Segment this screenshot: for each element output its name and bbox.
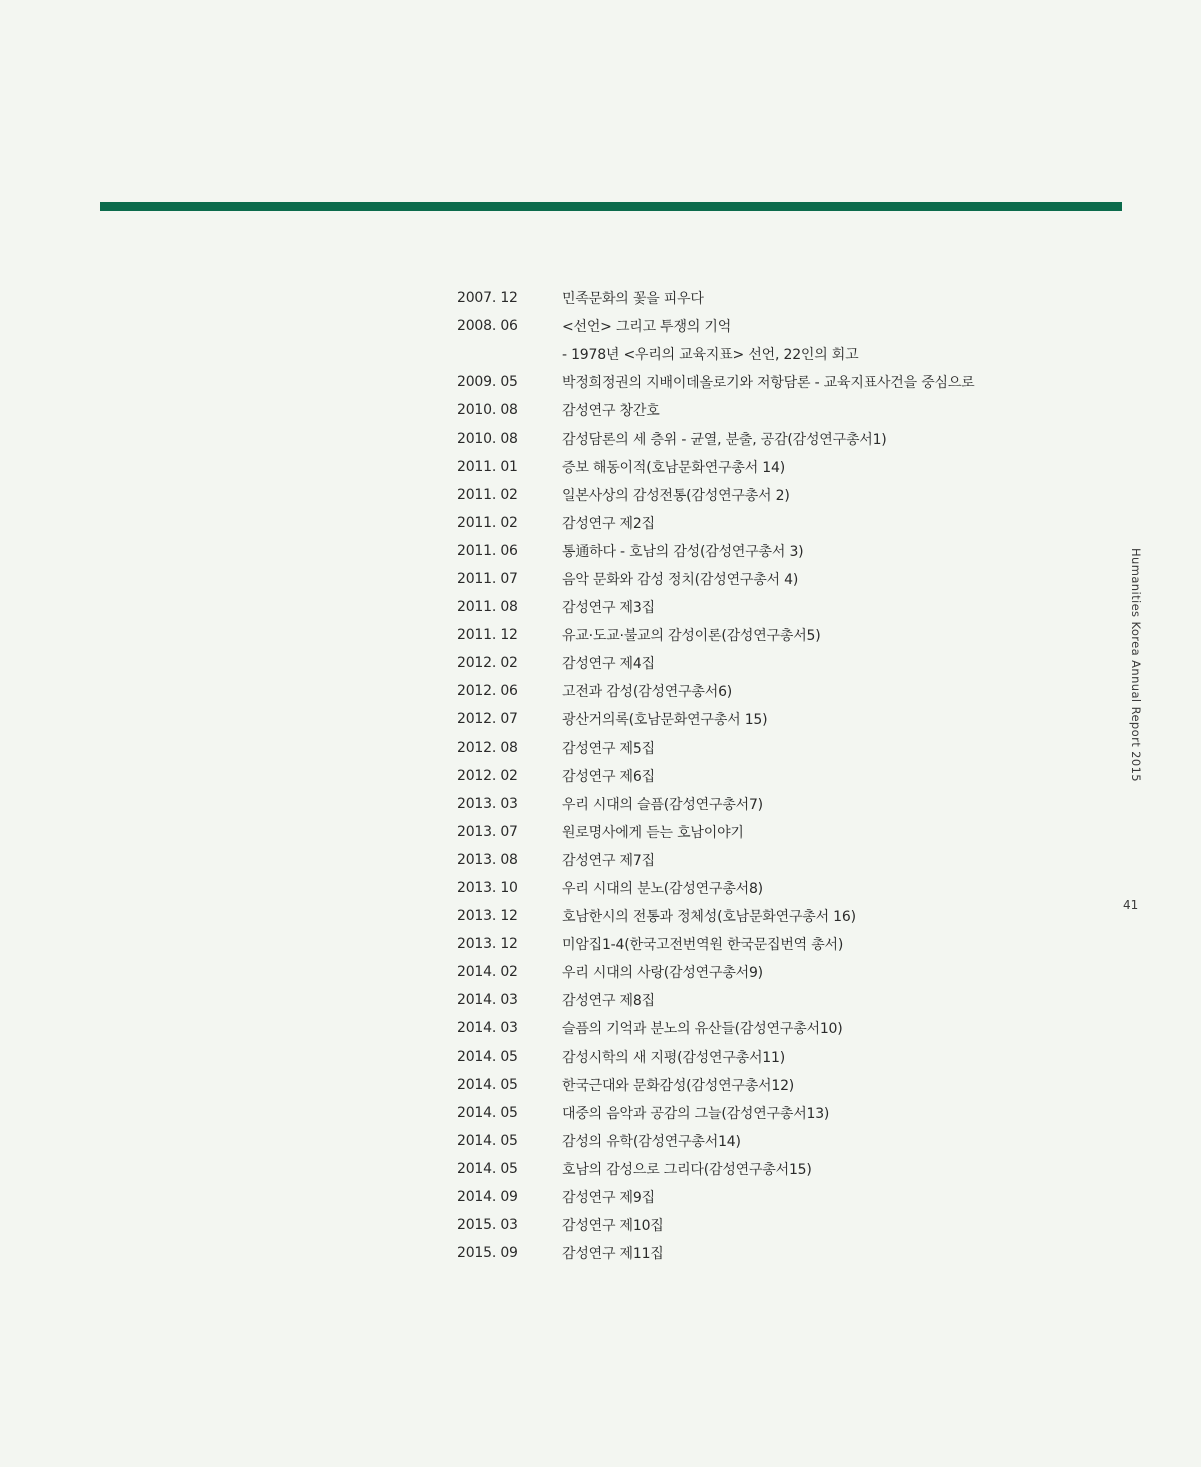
publication-title: 한국근대와 문화감성(감성연구총서12) — [562, 1077, 795, 1094]
page-number: 41 — [1123, 898, 1139, 912]
publication-row — [457, 312, 1077, 340]
publication-row — [457, 705, 1077, 733]
publication-row — [457, 1211, 1077, 1239]
publication-row — [457, 734, 1077, 762]
publication-title: 음악 문화와 감성 정치(감성연구총서 4) — [562, 571, 799, 588]
publication-date: 2013. 12 — [457, 936, 518, 953]
publication-date: 2013. 12 — [457, 908, 518, 925]
publication-date: 2012. 07 — [457, 711, 518, 728]
publication-title: 감성연구 창간호 — [562, 403, 660, 420]
publication-date: 2013. 07 — [457, 823, 518, 840]
publication-title: 미암집1-4(한국고전번역원 한국문집번역 총서) — [562, 937, 844, 954]
publication-date: 2014. 05 — [457, 1160, 518, 1177]
publication-title: 감성연구 제11집 — [562, 1246, 664, 1263]
publication-date: 2014. 05 — [457, 1076, 518, 1093]
publication-title: 원로명사에게 듣는 호남이야기 — [562, 824, 744, 841]
publication-title: 감성연구 제5집 — [562, 740, 655, 757]
publication-date: 2010. 08 — [457, 430, 518, 447]
publication-date: 2012. 08 — [457, 739, 518, 756]
publication-title: 호남한시의 전통과 정체성(호남문화연구총서 16) — [562, 909, 856, 926]
publication-row — [457, 1155, 1077, 1183]
publication-date: 2012. 06 — [457, 683, 518, 700]
publication-row — [457, 1043, 1077, 1071]
publication-date: 2011. 02 — [457, 514, 518, 531]
publication-list — [457, 284, 1077, 1267]
publication-row — [457, 509, 1077, 537]
report-caption: Humanities Korea Annual Report 2015 — [1129, 548, 1143, 783]
publication-row — [457, 874, 1077, 902]
publication-row — [457, 537, 1077, 565]
publication-title: 민족문화의 꽃을 피우다 — [562, 291, 704, 308]
publication-date: 2014. 05 — [457, 1048, 518, 1065]
publication-date: 2010. 08 — [457, 402, 518, 419]
publication-date: 2011. 08 — [457, 599, 518, 616]
publication-date: 2014. 05 — [457, 1132, 518, 1149]
publication-row — [457, 762, 1077, 790]
publication-title: 일본사상의 감성전통(감성연구총서 2) — [562, 487, 790, 504]
publication-date: 2009. 05 — [457, 374, 518, 391]
publication-title: 통通하다 - 호남의 감성(감성연구총서 3) — [562, 543, 804, 560]
publication-date: 2007. 12 — [457, 290, 518, 307]
publication-row — [457, 340, 1077, 368]
publication-row — [457, 677, 1077, 705]
publication-row — [457, 621, 1077, 649]
publication-title: 감성담론의 세 층위 - 균열, 분출, 공감(감성연구총서1) — [562, 431, 887, 448]
publication-title: 우리 시대의 슬픔(감성연구총서7) — [562, 796, 763, 813]
publication-date: 2015. 03 — [457, 1217, 518, 1234]
publication-title: 감성연구 제9집 — [562, 1190, 655, 1207]
publication-title: 감성연구 제4집 — [562, 656, 655, 673]
publication-title: 광산거의록(호남문화연구총서 15) — [562, 712, 768, 729]
publication-date: 2011. 01 — [457, 458, 518, 475]
publication-row — [457, 818, 1077, 846]
publication-row — [457, 930, 1077, 958]
publication-title: 고전과 감성(감성연구총서6) — [562, 684, 733, 701]
publication-row — [457, 1099, 1077, 1127]
publication-row — [457, 649, 1077, 677]
publication-row — [457, 565, 1077, 593]
publication-row — [457, 453, 1077, 481]
publication-row — [457, 1014, 1077, 1042]
publication-row — [457, 593, 1077, 621]
publication-row — [457, 958, 1077, 986]
top-accent-rule — [100, 202, 1122, 211]
publication-title: 우리 시대의 사랑(감성연구총서9) — [562, 965, 763, 982]
publication-row — [457, 846, 1077, 874]
publication-title: 감성연구 제8집 — [562, 993, 655, 1010]
publication-date: 2014. 03 — [457, 1020, 518, 1037]
publication-date: 2011. 12 — [457, 627, 518, 644]
publication-date: 2012. 02 — [457, 655, 518, 672]
publication-title: 감성연구 제3집 — [562, 600, 655, 617]
publication-date: 2013. 08 — [457, 851, 518, 868]
publication-title: 유교·도교·불교의 감성이론(감성연구총서5) — [562, 628, 821, 645]
publication-date: 2013. 10 — [457, 880, 518, 897]
publication-date: 2013. 03 — [457, 795, 518, 812]
publication-title: 감성연구 제10집 — [562, 1218, 664, 1235]
publication-row — [457, 1127, 1077, 1155]
publication-title: 증보 해동이적(호남문화연구총서 14) — [562, 459, 785, 476]
publication-row — [457, 396, 1077, 424]
publication-title: 박정희정권의 지배이데올로기와 저항담론 - 교육지표사건을 중심으로 — [562, 375, 975, 392]
publication-title: 대중의 음악과 공감의 그늘(감성연구총서13) — [562, 1105, 830, 1122]
publication-row — [457, 1071, 1077, 1099]
publication-title: 우리 시대의 분노(감성연구총서8) — [562, 881, 763, 898]
publication-date: 2011. 07 — [457, 570, 518, 587]
publication-title: 감성연구 제2집 — [562, 515, 655, 532]
publication-title: 감성연구 제7집 — [562, 852, 655, 869]
publication-row — [457, 902, 1077, 930]
publication-date: 2015. 09 — [457, 1245, 518, 1262]
publication-row — [457, 1239, 1077, 1267]
publication-row — [457, 481, 1077, 509]
publication-title: - 1978년 <우리의 교육지표> 선언, 22인의 회고 — [562, 347, 859, 364]
publication-row — [457, 424, 1077, 452]
publication-row — [457, 368, 1077, 396]
publication-date: 2011. 06 — [457, 542, 518, 559]
publication-title: 감성의 유학(감성연구총서14) — [562, 1133, 741, 1150]
publication-date: 2014. 05 — [457, 1104, 518, 1121]
publication-title: 감성연구 제6집 — [562, 768, 655, 785]
publication-date: 2014. 03 — [457, 992, 518, 1009]
publication-date: 2012. 02 — [457, 767, 518, 784]
publication-title: 호남의 감성으로 그리다(감성연구총서15) — [562, 1161, 812, 1178]
publication-title: 슬픔의 기억과 분노의 유산들(감성연구총서10) — [562, 1021, 843, 1038]
publication-title: <선언> 그리고 투쟁의 기억 — [562, 319, 732, 336]
publication-date: 2014. 02 — [457, 964, 518, 981]
publication-date: 2014. 09 — [457, 1189, 518, 1206]
publication-date: 2008. 06 — [457, 318, 518, 335]
publication-row — [457, 284, 1077, 312]
publication-row — [457, 986, 1077, 1014]
publication-title: 감성시학의 새 지평(감성연구총서11) — [562, 1049, 785, 1066]
publication-row — [457, 1183, 1077, 1211]
publication-date: 2011. 02 — [457, 486, 518, 503]
publication-row — [457, 790, 1077, 818]
